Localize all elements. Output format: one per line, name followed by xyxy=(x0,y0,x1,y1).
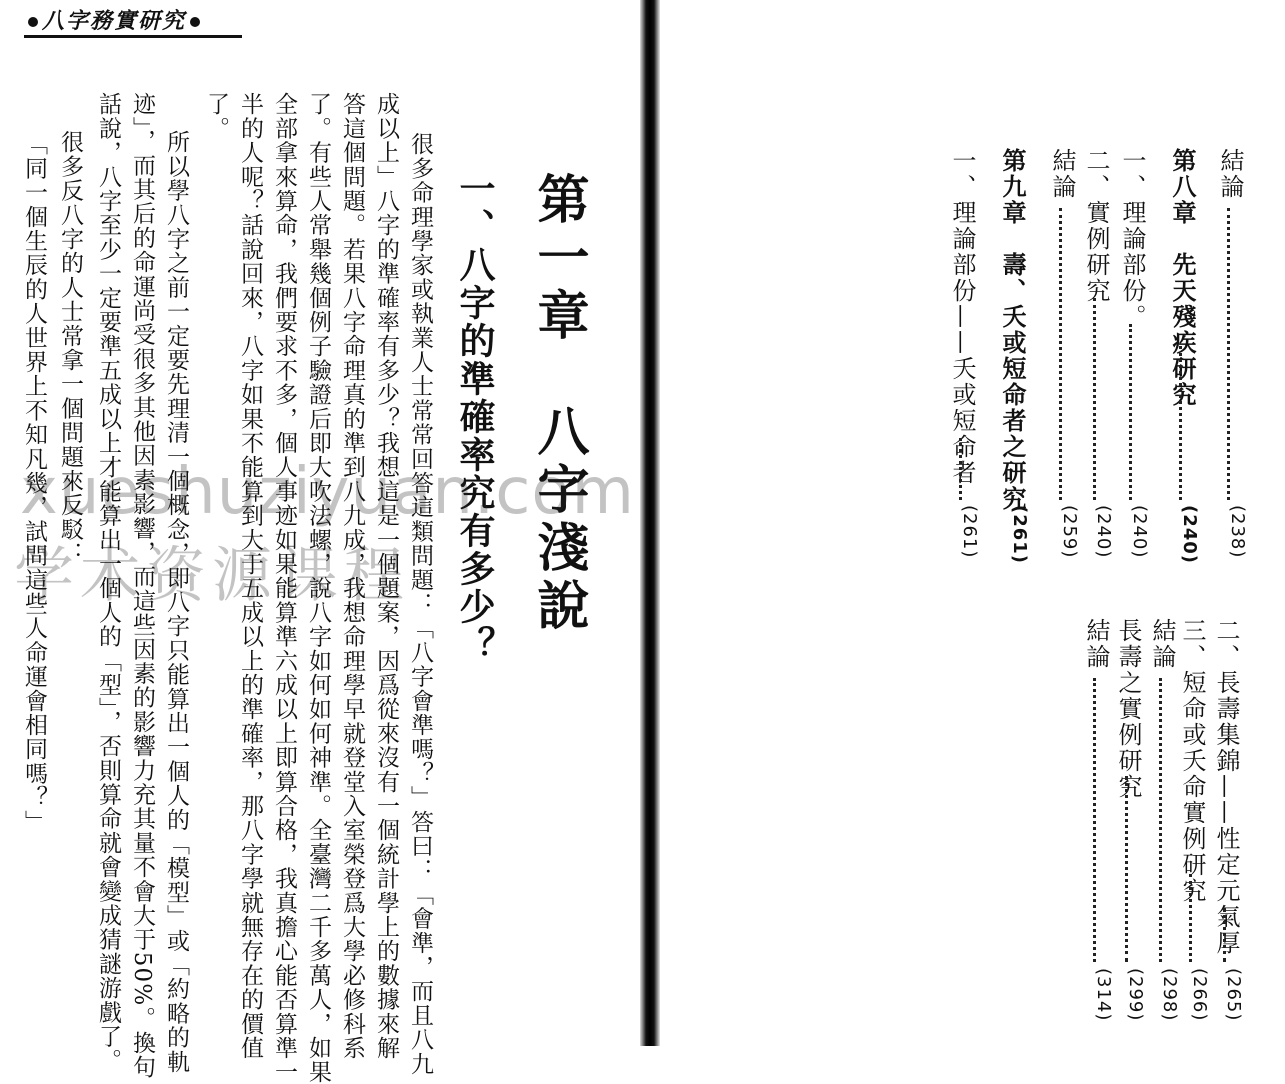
toc-dot-leader xyxy=(959,438,968,500)
book-gutter xyxy=(640,0,660,1046)
toc-dot-leader xyxy=(1129,324,1138,500)
toc-entry-title: 一、理論部份——夭或短命者 xyxy=(948,148,976,486)
toc-entry-title: 三、短命或夭命實例研究 xyxy=(1178,618,1206,904)
toc-dot-leader xyxy=(1227,208,1236,500)
toc-dot-leader xyxy=(1125,776,1134,962)
left-page xyxy=(0,0,640,1084)
body-column: 全部拿來算命，我們要求不多，個人事迹如果能算準六成以上即算合格，我真擔心能否算準一 xyxy=(271,92,297,1084)
bullet-dot-icon xyxy=(28,17,38,27)
toc-entry-title: 結論 xyxy=(1148,618,1176,670)
toc-page-number: (261) xyxy=(1009,505,1030,565)
body-column: 了。 xyxy=(203,92,229,141)
toc-dot-leader xyxy=(1059,208,1068,500)
toc-page-number: (298) xyxy=(1159,968,1180,1022)
toc-entry-title: 第八章 先天殘疾研究 xyxy=(1168,148,1196,408)
toc-dot-leader xyxy=(1179,346,1188,500)
header-rule xyxy=(24,35,242,38)
body-column: 答這個問題。若果八字命理真的準到八九成，我想命理學早就登堂入室榮登爲大學必修科系 xyxy=(339,92,365,1060)
toc-entry xyxy=(1146,618,1186,1022)
watermark-text: 学术资源课程 xyxy=(14,541,410,611)
body-column: 很多反八字的人士常拿一個問題來反駁： xyxy=(57,130,83,566)
toc-entry-title: 結論 xyxy=(1082,618,1110,670)
toc-entry xyxy=(1046,148,1086,559)
body-column: 很多命理學家或執業人士常常回答這類問題：「八字會準嗎？」答曰：「會準，而且八九 xyxy=(407,132,433,1076)
running-header xyxy=(24,6,242,40)
section-title: 一、八字的準確率究有多少？ xyxy=(454,170,495,664)
chapter-title: 第一章 八字淺說 xyxy=(528,172,588,636)
toc-entry xyxy=(1214,148,1254,559)
running-header-text: 八字務實研究 xyxy=(42,9,187,34)
right-page-toc xyxy=(660,0,1285,1046)
toc-dot-leader xyxy=(1159,678,1168,962)
watermark-url: xueshuziyuan.com xyxy=(20,455,635,529)
toc-entry-title: 結論 xyxy=(1048,148,1076,200)
body-column: 所以學八字之前一定要先理清一個概念，即八字只能算出一個人的「模型」或「約略的軌 xyxy=(163,130,189,1074)
toc-entry xyxy=(1080,148,1120,559)
toc-page-number: (259) xyxy=(1059,505,1080,559)
toc-entry xyxy=(1080,618,1120,1022)
toc-entry-title: 二、長壽集錦——性定元氣厚 xyxy=(1212,618,1240,956)
toc-dot-leader xyxy=(1223,908,1232,962)
body-column: 成以上」八字的準確率有多少？我想這是一個題案，因爲從來沒有一個統計學上的數據來解 xyxy=(373,92,399,1060)
toc-entry-title: 第九章 壽、夭或短命者之研究 xyxy=(998,148,1026,512)
body-column: 迹」，而其后的命運尚受很多其他因素影響，而這些因素的影響力充其量不會大于50%。換句 xyxy=(129,92,155,1080)
body-column: 「同一個生辰的人世界上不知凡幾，試問這些人命運會相同嗎？」 xyxy=(21,132,47,834)
toc-entry-title: 結論 xyxy=(1216,148,1244,200)
body-column: 半的人呢？話說回來，八字如果不能算到大于五成以上的準確率，那八字學就無存在的價值 xyxy=(237,92,263,1060)
toc-page-number: (265) xyxy=(1223,968,1244,1022)
toc-entry xyxy=(996,148,1036,565)
toc-entry xyxy=(946,148,986,559)
toc-page-number: (240) xyxy=(1093,505,1114,559)
toc-entry xyxy=(1210,618,1250,1022)
toc-entry-title: 長壽之實例研究 xyxy=(1114,618,1142,800)
toc-page-number: (314) xyxy=(1093,968,1114,1022)
toc-dot-leader xyxy=(1093,298,1102,500)
toc-page-number: (299) xyxy=(1125,968,1146,1022)
toc-page-number: (240) xyxy=(1129,505,1150,559)
body-column: 了。有些人常舉幾個例子驗證后即大吹法螺，說八字如何如何神準。全臺灣二千多萬人，如果 xyxy=(305,92,331,1084)
toc-dot-leader xyxy=(1093,678,1102,962)
bullet-dot-icon xyxy=(190,17,200,27)
toc-entry xyxy=(1116,148,1156,559)
toc-page-number: (261) xyxy=(959,505,980,559)
toc-dot-leader xyxy=(1189,874,1198,962)
toc-page-number: (266) xyxy=(1189,968,1210,1022)
toc-entry-title: 二、實例研究 xyxy=(1082,148,1110,304)
toc-entry-title: 一、理論部份。 xyxy=(1118,148,1146,330)
toc-page-number: (238) xyxy=(1227,505,1248,559)
toc-page-number: (240) xyxy=(1179,505,1200,565)
body-column: 話說，八字至少一定要準五成以上才能算出一個人的「型」，否則算命就會變成猜謎游戲了。 xyxy=(95,92,121,1073)
toc-entry xyxy=(1166,148,1206,565)
